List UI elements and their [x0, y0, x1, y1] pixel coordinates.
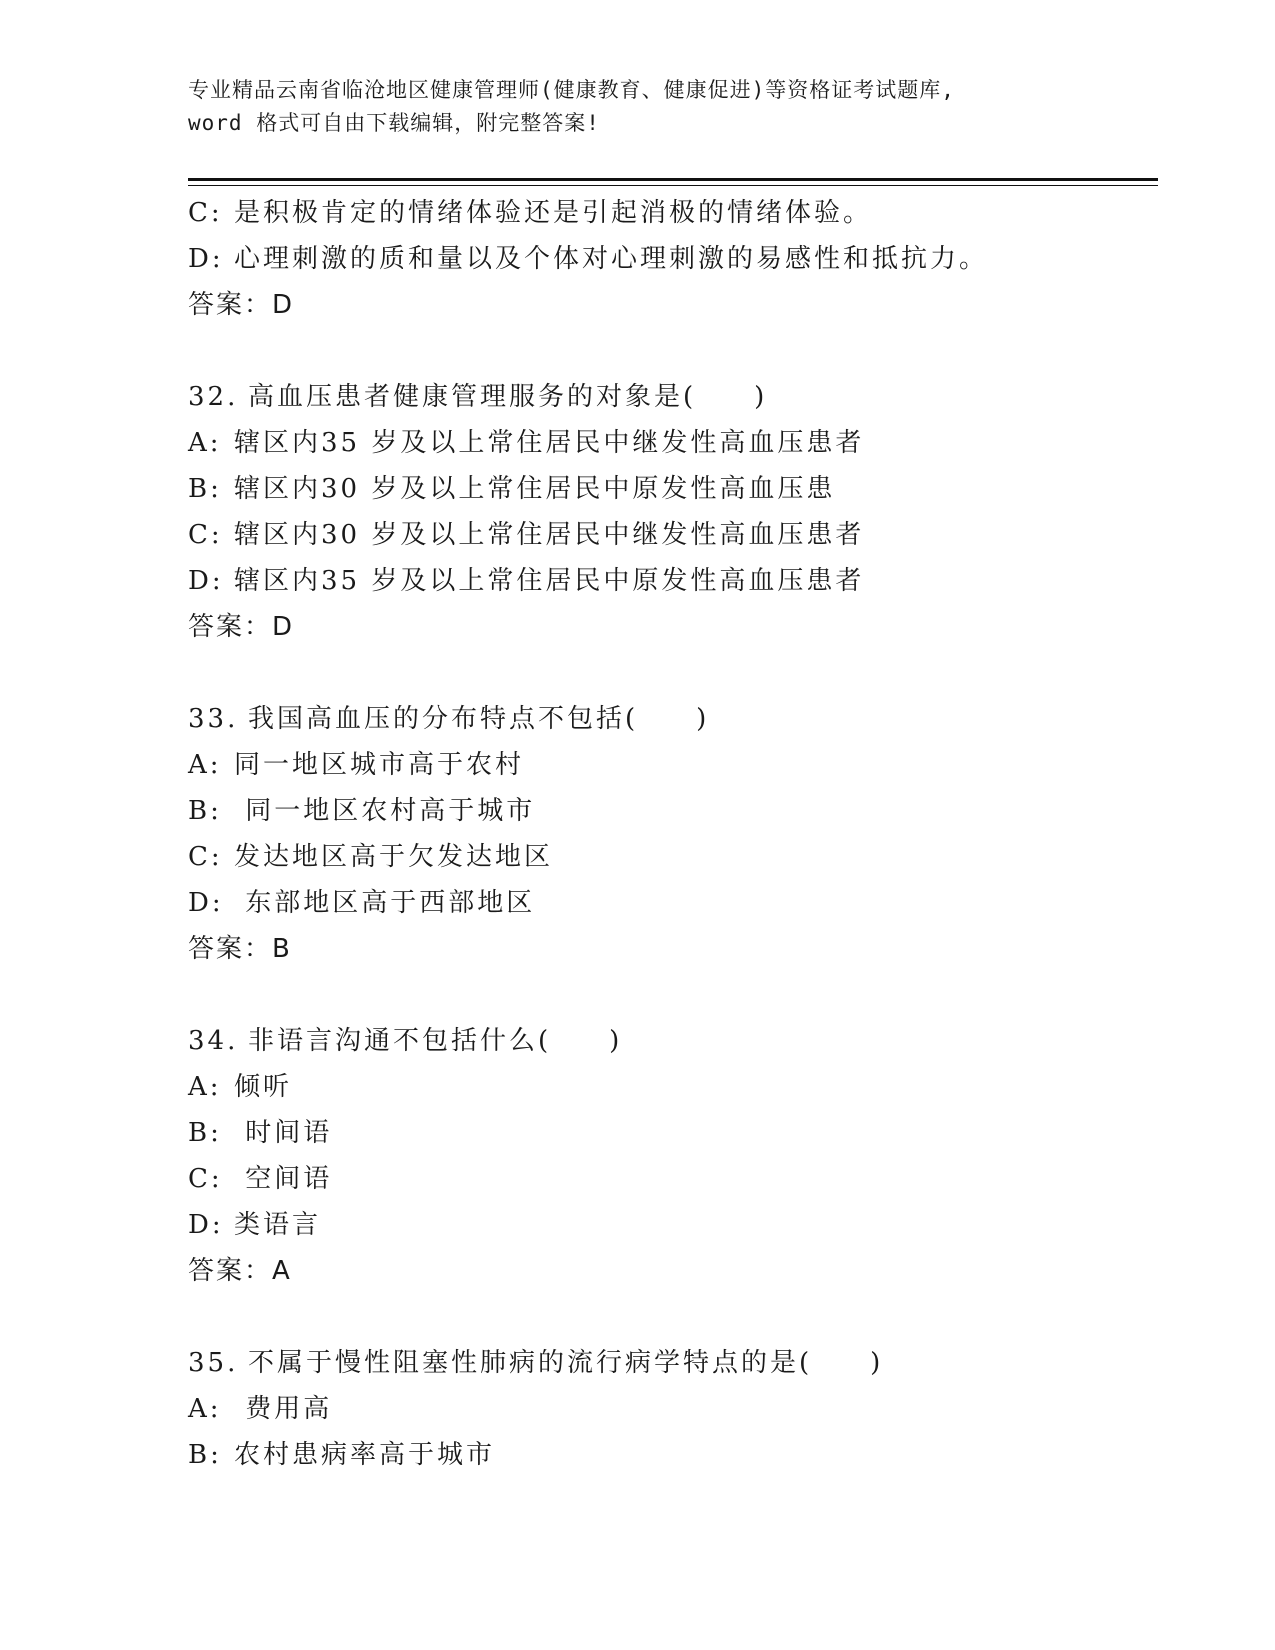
option-d: D: 类语言 [188, 1210, 322, 1240]
option-a: A: 倾听 [188, 1072, 293, 1102]
option-c: C: 发达地区高于欠发达地区 [188, 842, 554, 872]
question-stem: 35. 不属于慢性阻塞性肺病的流行病学特点的是( ) [188, 1348, 884, 1378]
option-a: A: 辖区内35 岁及以上常住居民中继发性高血压患者 [188, 428, 865, 458]
option-b: B: 农村患病率高于城市 [188, 1440, 496, 1470]
question-list [188, 190, 1148, 1478]
header-title-line-2: word 格式可自由下载编辑，附完整答案! [188, 111, 600, 135]
option-a: A: 费用高 [188, 1394, 333, 1424]
question-stem: 32. 高血压患者健康管理服务的对象是( ) [188, 382, 768, 412]
document-header [188, 74, 1088, 140]
question-stem: 34. 非语言沟通不包括什么( ) [188, 1026, 623, 1056]
answer-line: 答案：B [188, 934, 292, 964]
option-b: B: 辖区内30 岁及以上常住居民中原发性高血压患 [188, 474, 836, 504]
option-a: A: 同一地区城市高于农村 [188, 750, 525, 780]
option-c: C: 是积极肯定的情绪体验还是引起消极的情绪体验。 [188, 198, 873, 228]
header-divider-thin [188, 185, 1158, 186]
option-c: C: 辖区内30 岁及以上常住居民中继发性高血压患者 [188, 520, 865, 550]
option-b: B: 同一地区农村高于城市 [188, 796, 536, 826]
option-b: B: 时间语 [188, 1118, 333, 1148]
header-title-line-1: 专业精品云南省临沧地区健康管理师(健康教育、健康促进)等资格证考试题库, [188, 78, 955, 102]
option-c: C: 空间语 [188, 1164, 333, 1194]
answer-line: 答案：D [188, 612, 295, 642]
header-divider-thick [188, 178, 1158, 181]
answer-line: 答案：D [188, 290, 295, 320]
option-d: D: 心理刺激的质和量以及个体对心理刺激的易感性和抵抗力。 [188, 244, 989, 274]
question-stem: 33. 我国高血压的分布特点不包括( ) [188, 704, 710, 734]
option-d: D: 东部地区高于西部地区 [188, 888, 536, 918]
option-d: D: 辖区内35 岁及以上常住居民中原发性高血压患者 [188, 566, 865, 596]
answer-line: 答案：A [188, 1256, 292, 1286]
